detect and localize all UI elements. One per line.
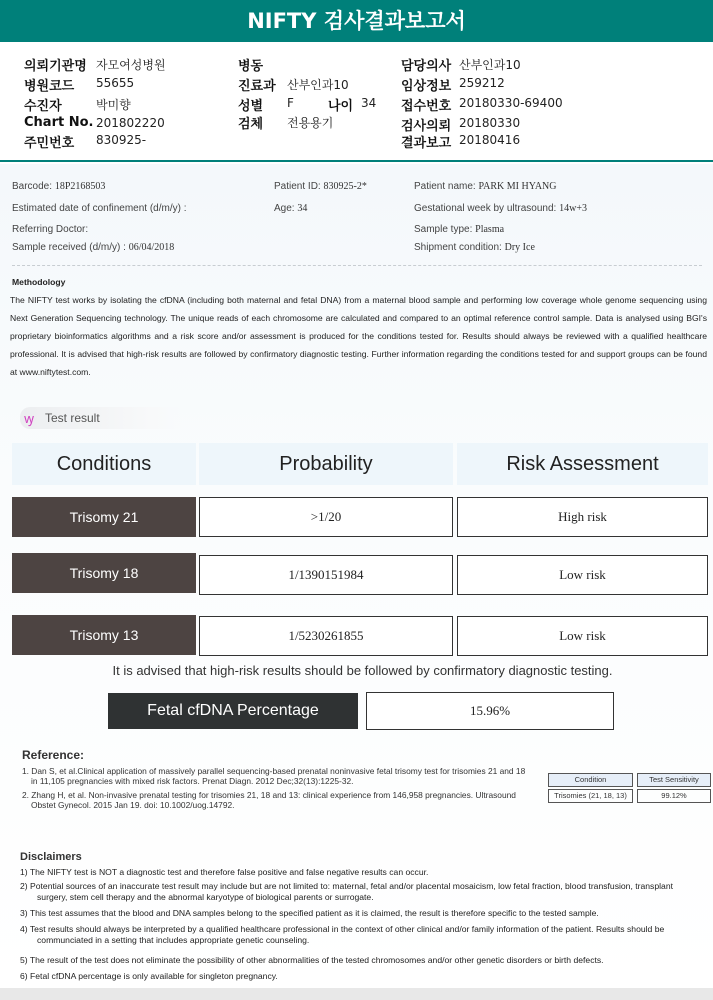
label: 접수번호 (401, 99, 452, 114)
sample-type: Sample type: Plasma (414, 224, 505, 235)
label: 나이 (328, 99, 354, 114)
disclaimer-item: 6) Fetal cfDNA percentage is only available for singleton pregnancy. (20, 971, 278, 981)
label: 임상정보 (401, 79, 452, 94)
risk: Low risk (457, 616, 708, 656)
probability: 1/1390151984 (199, 555, 453, 595)
condition: Trisomy 13 (12, 615, 196, 655)
value: 20180416 (459, 133, 521, 147)
value: 전용용기 (287, 116, 334, 130)
risk: Low risk (457, 555, 708, 595)
gestational-week: Gestational week by ultrasound: 14w+3 (414, 203, 587, 214)
td-sensitivity: 99.12% (637, 789, 711, 803)
label: 수진자 (24, 99, 62, 114)
patient-id: Patient ID: 830925-2* (274, 181, 367, 192)
shipment-condition: Shipment condition: Dry Ice (414, 242, 535, 253)
label: 병원코드 (24, 79, 75, 94)
value: 자모여성병원 (96, 58, 166, 72)
label: 검체 (238, 117, 264, 132)
header-probability: Probability (199, 443, 453, 485)
value: 201802220 (96, 116, 165, 130)
disclaimer-item: 1) The NIFTY test is NOT a diagnostic test and therefore false positive and false negative results can occur. (20, 867, 429, 877)
barcode: Barcode: 18P2168503 (12, 181, 106, 192)
butterfly-icon: ꝡ (24, 411, 35, 426)
disclaimer-item: 4) Test results should always be interpreted by a qualified healthcare professional in the context of other clinical and/or family information of the patient. Results should be communciated in a setting that includes appropriate genetic counseling. (20, 924, 665, 945)
value: 20180330 (459, 116, 521, 130)
th-condition: Condition (548, 773, 633, 787)
value: 산부인과10 (287, 78, 349, 92)
td-condition: Trisomies (21, 18, 13) (548, 789, 633, 803)
probability: 1/5230261855 (199, 616, 453, 656)
label: 의뢰기관명 (24, 59, 87, 74)
report-title: NIFTY 검사결과보고서 (0, 0, 713, 42)
patient-name: Patient name: PARK MI HYANG (414, 181, 557, 192)
probability: >1/20 (199, 497, 453, 537)
value: F (287, 96, 294, 110)
label: 결과보고 (401, 136, 452, 151)
risk: High risk (457, 497, 708, 537)
th-sensitivity: Test Sensitivity (637, 773, 711, 787)
sample-received: Sample received (d/m/y) : 06/04/2018 (12, 242, 175, 253)
footer-bar (0, 988, 713, 1000)
disclaimer-item: 5) The result of the test does not eliminate the possibility of other abnormalities of the tested chromosomes and/or other genetic disorders or birth defects. (20, 955, 604, 965)
reference-item: 2. Zhang H, et al. Non-invasive prenatal testing for trisomies 21, 18 and 13: clinical experience from 146,958 pregnancies. Ultrasound Obstet Gynecol. 2015 Jan 19. doi: 10.1002/uog.14792. (22, 790, 516, 810)
age: Age: 34 (274, 203, 308, 214)
fetal-cfdna-label: Fetal cfDNA Percentage (108, 693, 358, 729)
referring-doctor: Referring Doctor: (12, 224, 89, 235)
test-result-label: Test result (45, 411, 100, 425)
value: 산부인과10 (459, 58, 521, 72)
value: 55655 (96, 76, 135, 90)
disclaimer-item: 3) This test assumes that the blood and DNA samples belong to the specified patient as it is claimed, the result is therefore specific to the tested sample. (20, 908, 599, 918)
label: 검사의뢰 (401, 119, 452, 134)
value: 박미향 (96, 98, 131, 112)
methodology-heading: Methodology (12, 277, 66, 287)
label: 담당의사 (401, 59, 452, 74)
label: 병동 (238, 59, 264, 74)
edc: Estimated date of confinement (d/m/y) : (12, 203, 187, 214)
label: 주민번호 (24, 136, 75, 151)
disclaimer-item: 2) Potential sources of an inaccurate test result may include but are not limited to: maternal, fetal and/or placental mosaicism, low fetal fraction, blood transfusion, transplant surgery, stem cell therapy and the abnormal karyotype of biological parents or surrogate. (20, 881, 673, 902)
value: 34 (361, 96, 377, 110)
header-conditions: Conditions (12, 443, 196, 485)
disclaimers-heading: Disclaimers (20, 851, 82, 863)
header-risk: Risk Assessment (457, 443, 708, 485)
info-panel (0, 42, 713, 162)
test-result-tab (20, 407, 185, 429)
divider (12, 265, 702, 266)
reference-item: 1. Dan S, et al.Clinical application of massively parallel sequencing-based prenatal noninvasive fetal trisomy test for trisomies 21 and 18 in 11,105 pregnancies with mixed risk factors. Prenat Diagn. 2012 Dec;32(13):1225-32. (22, 766, 526, 786)
label: 성별 (238, 99, 264, 114)
fetal-cfdna-value: 15.96% (366, 692, 614, 730)
advice-text: It is advised that high-risk results should be followed by confirmatory diagnostic testing. (112, 663, 613, 678)
condition: Trisomy 21 (12, 497, 196, 537)
value: 20180330-69400 (459, 96, 563, 110)
label: Chart No. (24, 115, 94, 130)
condition: Trisomy 18 (12, 553, 196, 593)
value: 259212 (459, 76, 505, 90)
label: 진료과 (238, 79, 276, 94)
reference-heading: Reference: (22, 748, 85, 762)
value: 830925- (96, 133, 147, 147)
methodology-text: The NIFTY test works by isolating the cfDNA (including both maternal and fetal DNA) from a maternal blood sample and performing low coverage whole genome sequencing using Next Generation Sequencing technology. The unique reads of each chromosome are calculated and compared to an optimal reference control sample. Data is analysed using BGI's proprietary bioinformatics algorithms and a risk score and/or assessment is produced for the conditions tested for. Results should always be reviewed with a qualified healthcare professional. It is advised that high-risk results are followed by confirmatory diagnostic testing. Further information regarding the conditions tested for and support groups can be found at www.niftytest.com. (10, 295, 707, 377)
